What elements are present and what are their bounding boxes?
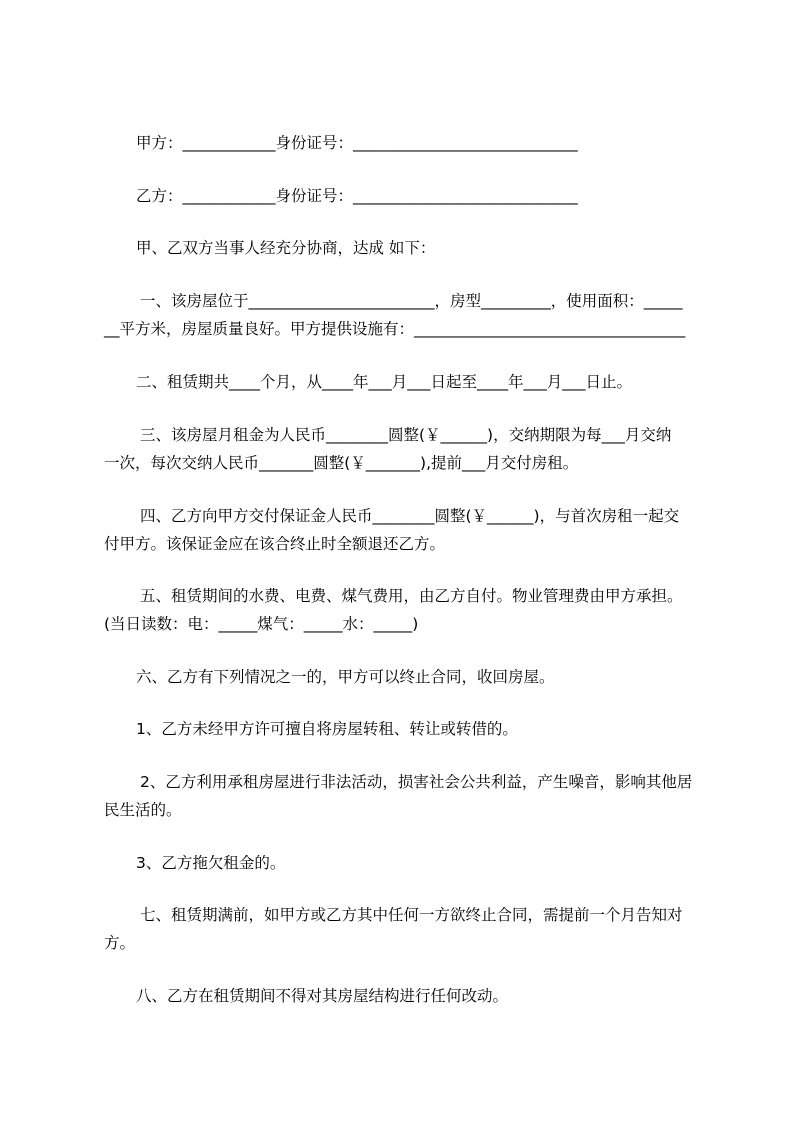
clause-1-line-2: __平方米，房屋质量良好。甲方提供设施有：___________________________________ [104,320,686,338]
clause-4-line-2: 付甲方。该保证金应在该合终止时全额退还乙方。 [104,535,446,553]
clause-6: 六、乙方有下列情况之一的，甲方可以终止合同，收回房屋。 [136,668,555,686]
clause-5-line-1: 五、租赁期间的水费、电费、煤气费用，由乙方自付。物业管理费由甲方承担。 [140,587,683,605]
clause-7-line-2: 方。 [104,934,136,952]
clause-6-item-3: 3、乙方拖欠租金的。 [136,854,286,872]
clause-6-item-2-line-2: 民生活的。 [104,801,182,819]
clause-7-line-1: 七、租赁期满前，如甲方或乙方其中任何一方欲终止合同，需提前一个月告知对 [140,906,683,924]
clause-3-line-1: 三、该房屋月租金为人民币________圆整(￥______)，交纳期限为每___月交纳 [140,426,672,444]
clause-6-item-2-line-1: 2、乙方利用承租房屋进行非法活动，损害社会公共利益，产生噪音，影响其他居 [140,773,693,791]
clause-3-line-2: 一次，每次交纳人民币_______圆整(￥_______),提前___月交付房租。 [104,454,579,472]
clause-4-line-1: 四、乙方向甲方交付保证金人民币________圆整(￥______)，与首次房租一起交 [140,507,680,525]
clause-1-line-1: 一、该房屋位于________________________，房型_________，使用面积：_____ [140,292,683,310]
clause-5-line-2: (当日读数：电：_____煤气：_____水：_____) [104,615,419,633]
clause-8: 八、乙方在租赁期间不得对其房屋结构进行任何改动。 [136,987,509,1005]
agreement-intro: 甲、乙双方当事人经充分协商，达成 如下： [136,239,436,257]
party-a-line: 甲方：____________身份证号：_____________________________ [136,134,578,152]
clause-6-item-1: 1、乙方未经甲方许可擅自将房屋转租、转让或转借的。 [136,720,518,738]
party-b-line: 乙方：____________身份证号：_____________________________ [136,187,578,205]
clause-2: 二、租赁期共____个月，从____年___月___日起至____年___月___日止。 [136,373,633,391]
